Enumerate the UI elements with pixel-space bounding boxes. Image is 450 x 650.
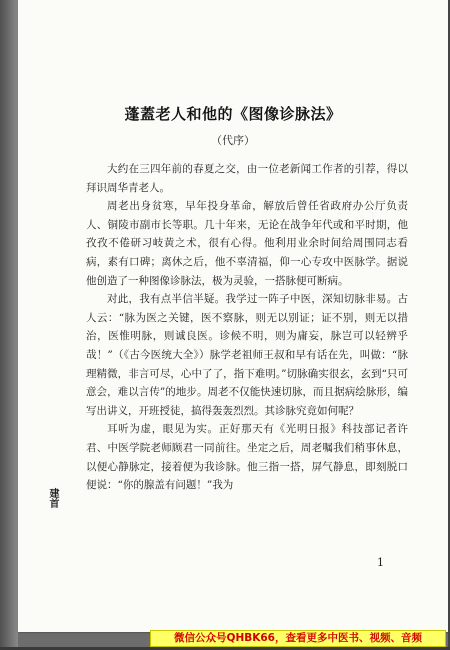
body-text: [86, 160, 408, 495]
document-page: [18, 0, 448, 632]
promo-banner[interactable]: 微信公众号QHBK66，查看更多中医书、视频、音频: [150, 630, 446, 647]
paragraph: 耳听为虚，眼见为实。正好那天有《光明日报》科技部记者许君、中医学院老师顾君一同前往。坐定之后，周老嘱我们稍事休息，以便心静脉定，接着便为我诊脉。他三指一搭，屏气静息，即刻脱口便说：“你的腺盖有问题！”我为: [86, 423, 408, 492]
paragraph: 对此，我有点半信半疑。我学过一阵子中医，深知切脉非易。古人云：“脉为医之关键，医不察脉，则无以别证；证不别，则无以措治，医惟明脉，则诚良医。诊候不明，则为庸妄，脉岂可以轻辨乎哉！”（《古今医统大全》）脉学老祖师王叔和早有话在先，叫做：“脉理精微，非言可尽，心中了了，指下难明。”切脉确实很玄，玄到“只可意会，难以言传”的地步。周老不仅能快速切脉，而且据病绘脉形，编写出讲义，开班授徒，搞得轰轰烈烈。其诊脉究竟如何呢？: [86, 293, 408, 417]
page-subtitle: （代序）: [211, 134, 255, 147]
margin-mark: 建首: [47, 488, 58, 508]
viewer-left-edge: [0, 0, 18, 650]
paragraph: 大约在三四年前的春夏之交，由一位老新闻工作者的引荐，得以拜识周华青老人。: [86, 163, 408, 194]
page-title: 蓬蓋老人和他的《图像诊脉法》: [124, 105, 342, 123]
paragraph: 周老出身贫寒，早年投身革命，解放后曾任省政府办公厅负责人、铜陵市副市长等职。几十年来，无论在战争年代或和平时期，他孜孜不倦研习岐黄之术，很有心得。他利用业余时间给周围同志看病，素有口碑；离休之后，他不辜清福，仰一心专攻中医脉学。据说他创造了一种图像诊脉法，极为灵验，一搭脉便可断病。: [86, 200, 408, 287]
page-number: 1: [377, 556, 384, 569]
